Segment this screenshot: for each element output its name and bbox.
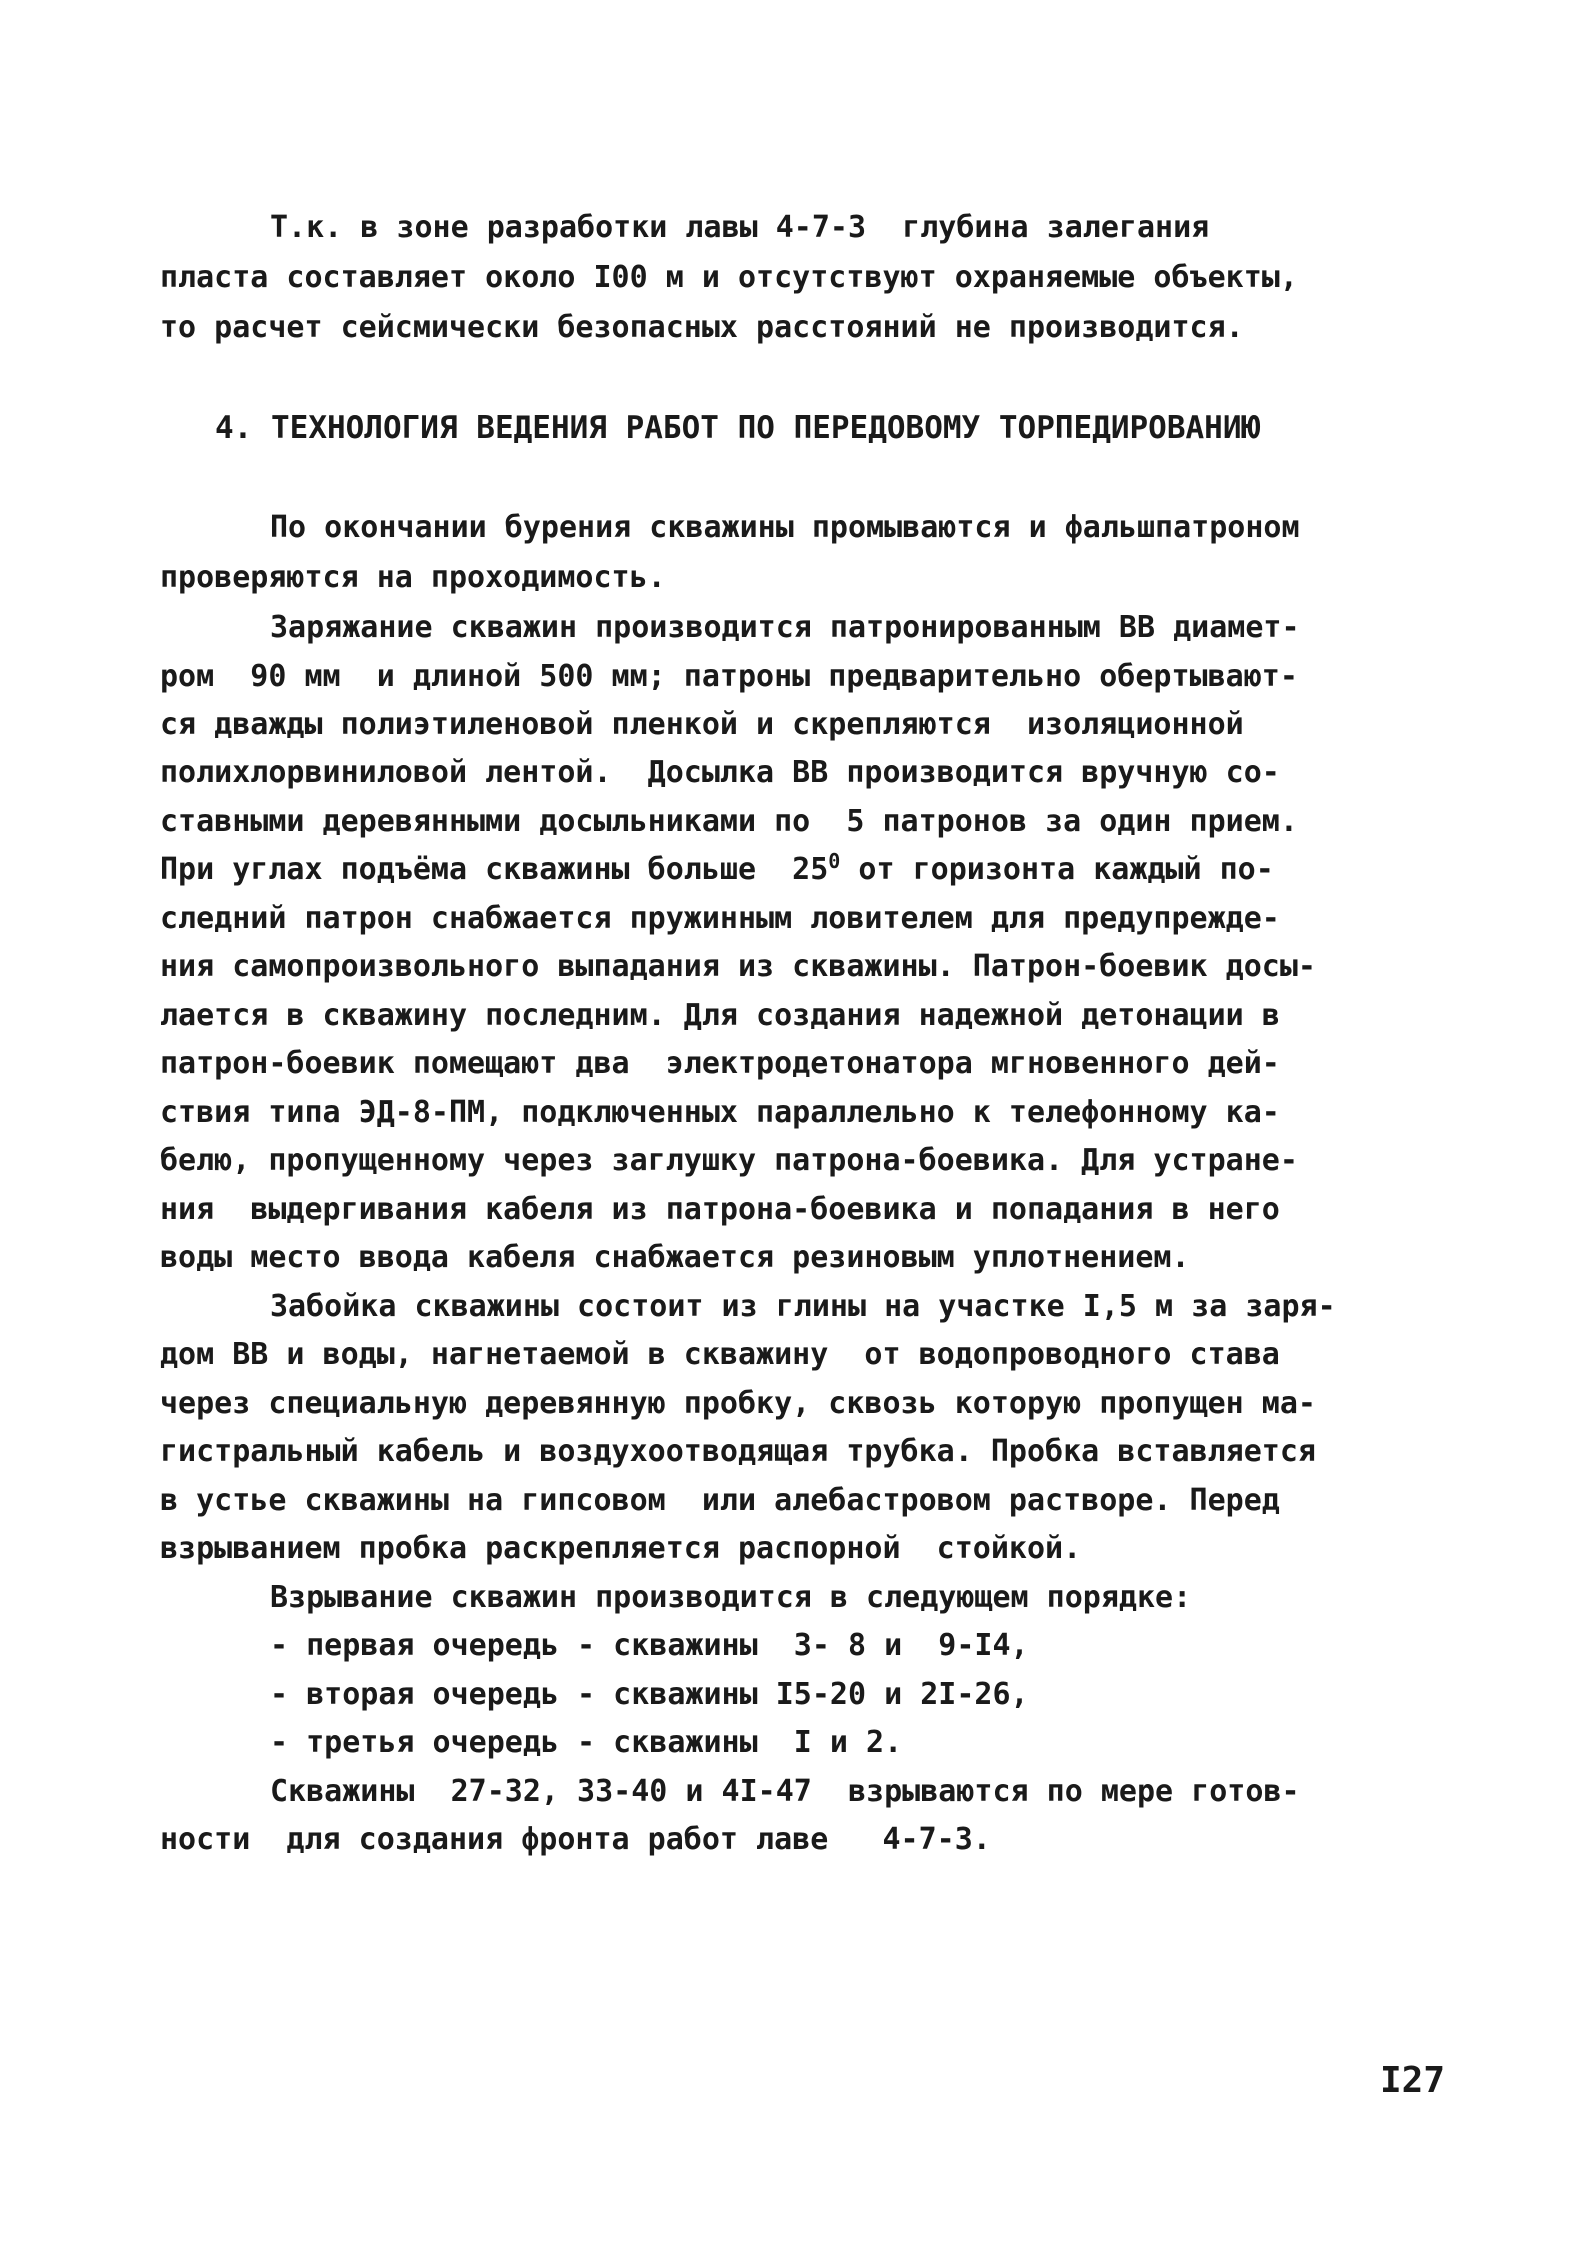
paragraph3-line6-end: от горизонта каждый по-: [840, 852, 1274, 887]
paragraph3-line1: Заряжание скважин производится патронированным ВВ диамет-: [270, 610, 1300, 645]
paragraph3-line13: ния выдергивания кабеля из патрона-боевика и попадания в него: [160, 1192, 1280, 1227]
paragraph4-line2: дом ВВ и воды, нагнетаемой в скважину от водопроводного става: [160, 1337, 1280, 1372]
paragraph3-line6-start: При углах подъёма скважины больше 25: [160, 852, 829, 887]
paragraph1-line3: то расчет сейсмически безопасных расстояний не производится.: [160, 310, 1244, 345]
paragraph3-line2: ром 90 мм и длиной 500 мм; патроны предварительно обертывают-: [160, 659, 1298, 694]
paragraph4-line4: гистральный кабель и воздухоотводящая трубка. Пробка вставляется: [160, 1434, 1316, 1469]
paragraph3-line14: воды место ввода кабеля снабжается резиновым уплотнением.: [160, 1240, 1190, 1275]
paragraph4-line6: взрыванием пробка раскрепляется распорной стойкой.: [160, 1531, 1082, 1566]
paragraph3-line4: полихлорвиниловой лентой. Досылка ВВ производится вручную со-: [160, 755, 1280, 790]
paragraph3-line12: белю, пропущенному через заглушку патрона-боевика. Для устране-: [160, 1143, 1298, 1178]
paragraph3-line9: лается в скважину последним. Для создания надежной детонации в: [160, 998, 1280, 1033]
paragraph3-line6: [160, 847, 1274, 893]
paragraph4-line5: в устье скважины на гипсовом или алебастровом растворе. Перед: [160, 1483, 1280, 1518]
list-item-second-stage: - вторая очередь - скважины I5-20 и 2I-26,: [270, 1677, 1029, 1712]
paragraph2-line1: По окончании бурения скважины промываются и фальшпатроном: [270, 510, 1300, 545]
paragraph6-line2: ности для создания фронта работ лаве 4-7-3.: [160, 1822, 991, 1857]
paragraph3-line8: ния самопроизвольного выпадания из скважины. Патрон-боевик досы-: [160, 949, 1316, 984]
paragraph2-line2: проверяются на проходимость.: [160, 560, 666, 595]
paragraph1-line2: пласта составляет около I00 м и отсутствуют охраняемые объекты,: [160, 260, 1298, 295]
paragraph3-line11: ствия типа ЭД-8-ПМ, подключенных параллельно к телефонному ка-: [160, 1095, 1280, 1130]
paragraph4-line1: Забойка скважины состоит из глины на участке I,5 м за заря-: [270, 1289, 1336, 1324]
section-heading: 4. ТЕХНОЛОГИЯ ВЕДЕНИЯ РАБОТ ПО ПЕРЕДОВОМУ ТОРПЕДИРОВАНИЮ: [215, 410, 1261, 446]
paragraph1-line1: Т.к. в зоне разработки лавы 4-7-3 глубина залегания: [270, 210, 1210, 245]
paragraph3-line10: патрон-боевик помещают два электродетонатора мгновенного дей-: [160, 1046, 1280, 1081]
paragraph6-line1: Скважины 27-32, 33-40 и 4I-47 взрываются по мере готов-: [270, 1774, 1300, 1809]
list-item-first-stage: - первая очередь - скважины 3- 8 и 9-I4,: [270, 1628, 1029, 1663]
paragraph4-line3: через специальную деревянную пробку, сквозь которую пропущен ма-: [160, 1386, 1316, 1421]
degree-superscript: 0: [828, 849, 841, 873]
paragraph3-line5: ставными деревянными досыльниками по 5 патронов за один прием.: [160, 804, 1298, 839]
paragraph3-line7: следний патрон снабжается пружинным ловителем для предупрежде-: [160, 901, 1280, 936]
paragraph3-line3: ся дважды полиэтиленовой пленкой и скрепляются изоляционной: [160, 707, 1244, 742]
paragraph5-line1: Взрывание скважин производится в следующем порядке:: [270, 1580, 1192, 1615]
list-item-third-stage: - третья очередь - скважины I и 2.: [270, 1725, 903, 1760]
page-number: I27: [1380, 2060, 1446, 2101]
